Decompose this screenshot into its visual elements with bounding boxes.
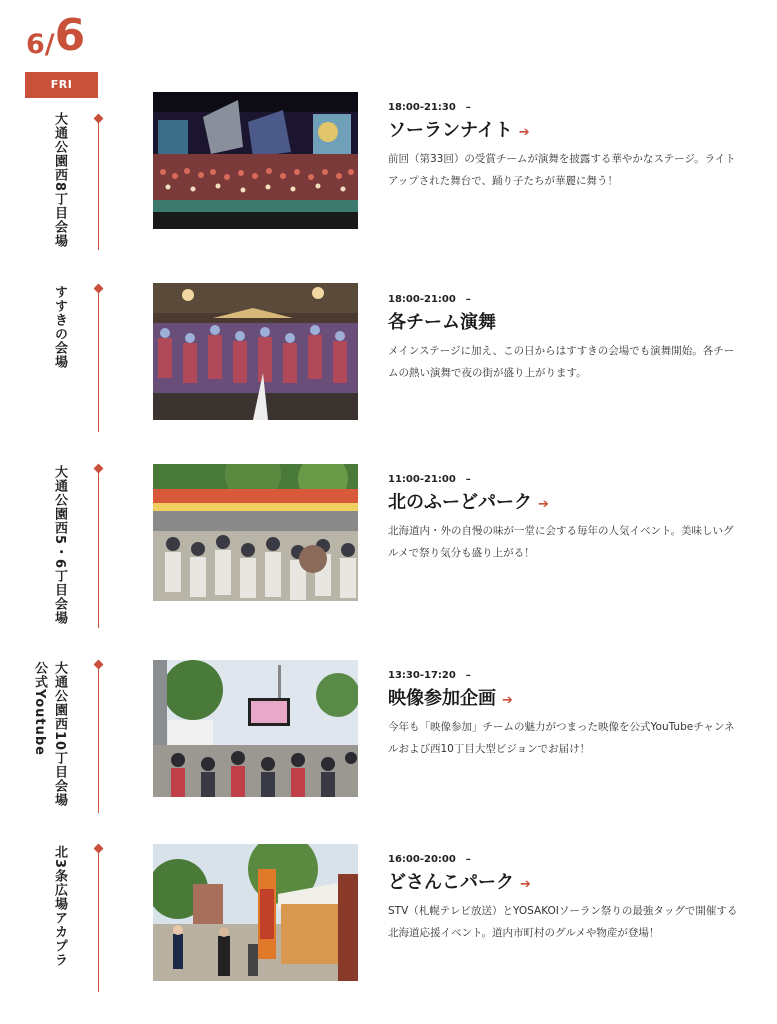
diamond-marker-icon (94, 464, 104, 474)
event-title-link[interactable] (388, 308, 496, 334)
event-title: 各チーム演舞 (388, 312, 496, 333)
event-time: 16:00-20:00 – (388, 854, 471, 865)
event-title: ソーランナイト (388, 120, 513, 141)
event-description: 今年も「映像参加」チームの魅力がつまった映像を公式YouTubeチャンネルおよび西10丁目大型ビジョンでお届け！ (388, 721, 735, 755)
event-time: 11:00-21:00 – (388, 474, 471, 485)
event-title-link[interactable] (388, 488, 549, 514)
date-heading (26, 10, 86, 61)
date-day: 6 (54, 10, 86, 61)
big-screen-image (153, 660, 358, 797)
event-photo-team-dance[interactable] (153, 283, 358, 420)
diamond-marker-icon (94, 660, 104, 670)
date-month: 6 (26, 29, 45, 60)
venue-label: 北3条広場アカプラ (52, 845, 67, 968)
timeline-rail (98, 120, 99, 250)
venue-label: 大通公園西8丁目会場 (52, 112, 67, 249)
event-title: 映像参加企画 (388, 688, 496, 709)
arrow-right-icon: ➔ (520, 877, 531, 892)
event-title: 北のふーどパーク (388, 492, 532, 513)
diamond-marker-icon (94, 284, 104, 294)
timeline-rail (98, 292, 99, 432)
event-title-link[interactable] (388, 684, 513, 710)
event-time: 18:00-21:30 – (388, 102, 471, 113)
event-photo-food-park[interactable] (153, 464, 358, 601)
event-description: メインステージに加え、この日からはすすきの会場でも演舞開始。各チームの熱い演舞で夜の街が盛り上がります。 (388, 345, 735, 379)
event-description: 北海道内・外の自慢の味が一堂に会する毎年の人気イベント。美味しいグルメで祭り気分も盛り上がる！ (388, 525, 734, 559)
arrow-right-icon: ➔ (518, 125, 530, 140)
plaza-image (153, 844, 358, 981)
event-photo-dosanko-park[interactable] (153, 844, 358, 981)
event-photo-soran-night[interactable] (153, 92, 358, 229)
timeline-rail (98, 668, 99, 813)
date-slash: / (44, 29, 55, 60)
venue-label: 大通公園西5・6丁目会場 (52, 465, 67, 626)
weekday-badge: FRI (25, 72, 98, 98)
timeline-rail (98, 852, 99, 992)
venue-label: 大通公園西10丁目会場 (52, 661, 67, 808)
stage-night-image (153, 92, 358, 229)
arrow-right-icon: ➔ (538, 497, 549, 512)
event-photo-video[interactable] (153, 660, 358, 797)
street-dance-image (153, 283, 358, 420)
diamond-marker-icon (94, 114, 104, 124)
event-title-link[interactable] (388, 868, 531, 894)
diamond-marker-icon (94, 844, 104, 854)
event-time: 18:00-21:00 – (388, 294, 471, 305)
food-park-image (153, 464, 358, 601)
event-description: 前回（第33回）の受賞チームが演舞を披露する華やかなステージ。ライトアップされた舞台で、踊り子たちが華麗に舞う！ (388, 153, 736, 187)
arrow-right-icon: ➔ (502, 693, 513, 708)
event-title: どさんこパーク (388, 872, 514, 893)
event-time: 13:30-17:20 – (388, 670, 471, 681)
event-description: STV（札幌テレビ放送）とYOSAKOIソーラン祭りの最強タッグで開催する北海道応援イベント。道内市町村のグルメや物産が登場！ (388, 905, 738, 939)
venue-label-youtube: 公式Youtube (32, 661, 47, 756)
event-title-link[interactable] (388, 116, 530, 142)
timeline-rail (98, 472, 99, 628)
venue-label: すすきの会場 (52, 285, 67, 369)
